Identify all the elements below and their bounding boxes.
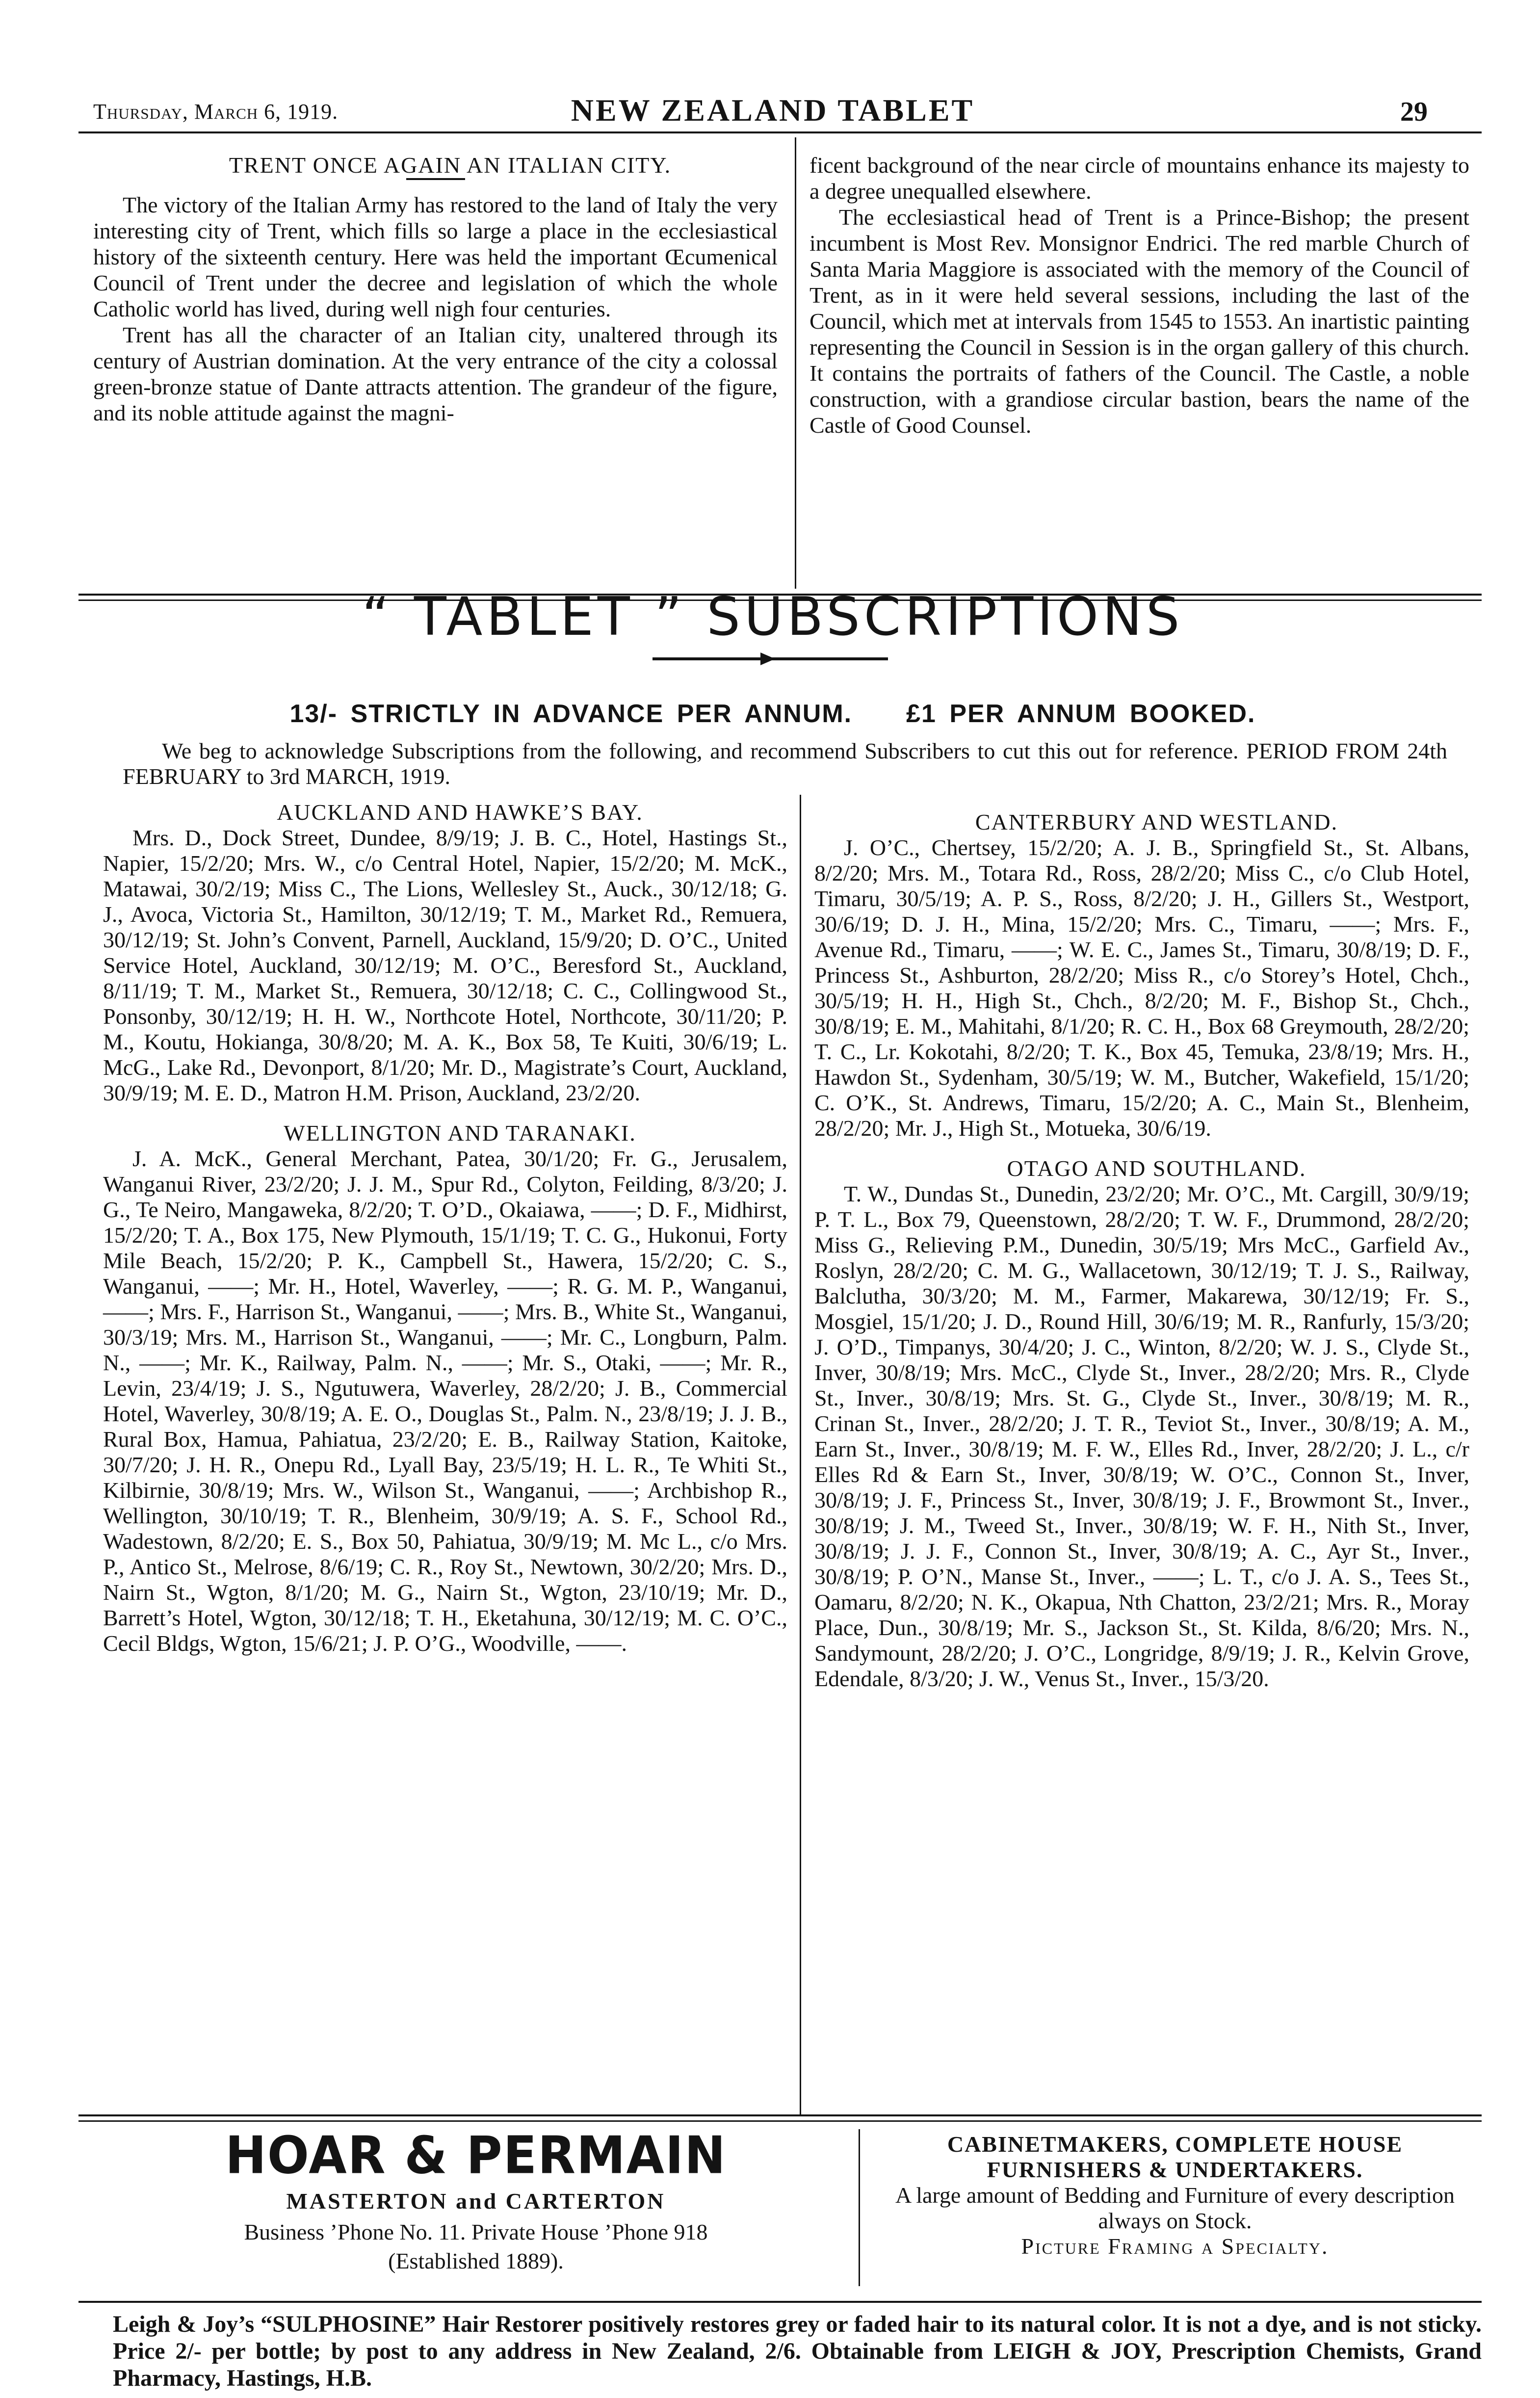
newspaper-page — [74, 74, 1482, 2391]
header-date: Thursday, March 6, 1919. — [93, 100, 339, 124]
region-list-otago: T. W., Dundas St., Dunedin, 23/2/20; Mr. O’C., Mt. Cargill, 30/9/19; P. T. L., Box 79, Queenstown, 28/2/20; T. W. F., Drummond, 28/2/20; Miss G., Relieving P.M., Dunedin, 30/5/19; Mrs McC., Garfield Av., Roslyn, 28/2/20; C. M. G., Wallacetown, 30/12/19; T. J. S., Railway, Balclutha, 30/3/20; M. M., Farmer, Makarewa, 30/12/19; Fr. S., Mosgiel, 15/1/20; J. D., Round Hill, 30/6/19; M. R., Ranfurly, 15/3/20; J. O’D., Timpanys, 30/4/20; J. C., Winton, 8/2/20; W. J. S., Clyde St., Inver, 30/8/19; Mrs. McC., Clyde St., Inver., 28/2/20; Mrs. R., Clyde St., Inver., 30/8/19; Mrs. St. G., Clyde St., Inver., 30/8/19; M. R., Crinan St., Inver., 28/2/20; J. T. R., Teviot St., Inver., 30/8/19; A. M., Earn St., Inver., 30/8/19; M. F. W., Elles Rd., Inver, 28/2/20; J. L., c/r Elles Rd & Earn St., Inver, 30/8/19; W. O’C., Connon St., Inver, 30/8/19; J. F., Princess St., Inver, 30/8/19; J. F., Browmont St., Inver., 30/8/19; J. M., Tweed St., Inver., 30/8/19; W. F. H., Nith St., Inver, 30/8/19; J. J. F., Connon St., Inver, 30/8/19; A. C., Ayr St., Inver., 30/8/19; P. O’N., Manse St., Inver., ——; L. T., c/o J. A. S., Tees St., Oamaru, 8/2/20; N. K., Okapua, Nth Chatton, 23/2/21; Mrs. R., Moray Place, Dun., 30/8/19; Mr. S., Jackson St., St. Kilda, 8/6/20; Mrs. N., Sandymount, 28/2/20; J. O’C., Longridge, 8/9/19; J. R., Kelvin Grove, Edendale, 8/3/20; J. W., Venus St., Inver., 15/3/20. — [814, 1181, 1469, 1691]
hoar-name: HOAR & PERMAIN — [225, 2125, 727, 2186]
region-list-wellington: J. A. McK., General Merchant, Patea, 30/1/20; Fr. G., Jerusalem, Wanganui River, 23/2/20; J. J. M., Spur Rd., Colyton, Feilding, 8/3/20; J. G., Te Neiro, Mangaweka, 8/2/20; T. O’D., Okaiawa, ——; D. F., Midhirst, 15/2/20; T. A., Box 175, New Plymouth, 15/1/19; T. C. G., Hukonui, Forty Mile Beach, 15/2/20; P. K., Campbell St., Hawera, 15/2/20; C. S., Wanganui, ——; Mr. H., Hotel, Waverley, ——; R. G. M. P., Wanganui, ——; Mrs. F., Harrison St., Wanganui, ——; Mrs. B., White St., Wanganui, 30/3/19; Mrs. M., Harrison St., Wanganui, ——; Mr. C., Longburn, Palm. N., ——; Mr. K., Railway, Palm. N., ——; Mr. S., Otaki, ——; Mr. R., Levin, 23/4/19; J. S., Ngutuwera, Waverley, 28/2/20; J. B., Commercial Hotel, Waverley, 30/8/19; A. E. O., Douglas St., Palm. N., 23/8/19; J. J. B., Rural Box, Hamua, Pahiatua, 23/2/20; E. B., Railway Station, Kaitoke, 30/7/20; J. H. R., Onepu Rd., Lyall Bay, 23/5/19; H. L. R., Te Whiti St., Kilbirnie, 30/8/19; Mrs. W., Wilson St., Wanganui, ——; Archbishop R., Wellington, 30/10/19; T. R., Blenheim, 30/9/19; A. S. F., School Rd., Wadestown, 8/2/20; E. S., Box 50, Pahiatua, 30/9/19; M. Mc L., c/o Mrs. P., Antico St., Melrose, 8/6/19; C. R., Roy St., Newtown, 30/2/20; Mrs. D., Nairn St., Wgton, 8/1/20; M. G., Nairn St., Wgton, 23/10/19; Mr. D., Barrett’s Hotel, Wgton, 30/12/18; T. H., Eketahuna, 30/12/19; M. C. O’C., Cecil Bldgs, Wgton, 15/6/21; J. P. O’G., Woodville, ——. — [103, 1146, 787, 1656]
cab-heading-2: FURNISHERS & UNDERTAKERS. — [987, 2157, 1363, 2182]
cab-heading-1: CABINETMAKERS, COMPLETE HOUSE — [947, 2132, 1403, 2157]
hoar-established: (Established 1889). — [388, 2248, 564, 2273]
subscription-terms — [74, 699, 1472, 729]
cab-body: A large amount of Bedding and Furniture of every description always on Stock. — [895, 2183, 1455, 2233]
hoar-permain-advert — [113, 2127, 839, 2274]
region-heading-otago: OTAGO AND SOUTHLAND. — [1007, 1156, 1306, 1181]
article-right-column — [809, 152, 1469, 438]
article-paragraph: The ecclesiastical head of Trent is a Prince-Bishop; the present incumbent is Most Rev. Monsignor Endrici. The red marble Church of Santa Maria Maggiore is associated with the memory of the Council of Trent, as in it were held several sessions, including the last of the Council, which met at intervals from 1545 to 1553. An inartistic painting representing the Council in Session is in the organ gallery of this church. It contains the portraits of fathers of the Council. The Castle, a noble construction, with a grandiose circular bastion, bears the name of the Castle of Good Counsel. — [809, 205, 1469, 438]
article-heading: TRENT ONCE AGAIN AN ITALIAN CITY. — [229, 153, 672, 178]
article-left-column — [93, 152, 778, 426]
page-header — [74, 88, 1472, 132]
subscriptions-column-divider — [800, 795, 801, 2114]
region-list-auckland: Mrs. D., Dock Street, Dundee, 8/9/19; J. B. C., Hotel, Hastings St., Napier, 15/2/20; Mrs. W., c/o Central Hotel, Napier, 15/2/20; M. McK., Matawai, 30/2/19; Miss C., The Lions, Wellesley St., Auck., 30/12/18; G. J., Avoca, Victoria St., Hamilton, 30/12/19; T. M., Market Rd., Remuera, 30/12/19; St. John’s Convent, Parnell, Auckland, 15/9/20; D. O’C., United Service Hotel, Auckland, 30/12/19; M. O’C., Beresford St., Auckland, 8/11/19; T. M., Market St., Remuera, 30/12/18; C. C., Collingwood St., Ponsonby, 30/12/19; H. H. W., Northcote Hotel, Northcote, 30/11/20; P. M., Koutu, Hokianga, 30/8/20; M. A. K., Box 58, Te Kuiti, 30/6/19; L. McG., Lake Rd., Devonport, 8/1/20; Mr. D., Magistrate’s Court, Auckland, 30/9/19; M. E. D., Matron H.M. Prison, Auckland, 23/2/20. — [103, 825, 787, 1105]
footer-rule — [78, 2301, 1482, 2303]
cabinetmakers-advert — [868, 2132, 1482, 2259]
subscriptions-left-column — [103, 800, 787, 1656]
ads-double-rule — [78, 2114, 1482, 2122]
sulphosine-advert: Leigh & Joy’s “SULPHOSINE” Hair Restorer positively restores grey or faded hair to its natural color. It is not a dye, and is not sticky. Price 2/- per bottle; by post to any address in New Zealand, 2/6. Obtainable from LEIGH & JOY, Prescription Chemists, Grand Pharmacy, Hastings, H.B. — [113, 2311, 1482, 2391]
region-heading-wellington: WELLINGTON AND TARANAKI. — [284, 1121, 636, 1146]
region-heading-canterbury: CANTERBURY AND WESTLAND. — [975, 809, 1338, 834]
subscriptions-right-column — [814, 809, 1469, 1692]
terms-booked: £1 PER ANNUM BOOKED. — [906, 700, 1256, 728]
header-rule — [78, 131, 1482, 133]
article-continuation: ficent background of the near circle of mountains enhance its majesty to a degree unequalled elsewhere. — [809, 153, 1469, 204]
subscription-intro — [123, 738, 1447, 789]
region-heading-auckland: AUCKLAND AND HAWKE’S BAY. — [277, 800, 643, 825]
article-heading-rule — [406, 178, 465, 180]
arrow-ornament — [653, 657, 888, 660]
region-list-canterbury: J. O’C., Chertsey, 15/2/20; A. J. B., Springfield St., St. Albans, 8/2/20; Mrs. M., Totara Rd., Ross, 28/2/20; Miss C., c/o Club Hotel, Timaru, 30/5/19; A. P. S., Ross, 8/2/20; J. H., Gillers St., Westport, 30/6/19; D. J. H., Mina, 15/2/20; Mrs. C., Timaru, ——; Mrs. F., Avenue Rd., Timaru, ——; W. E. C., James St., Timaru, 30/8/19; D. F., Princess St., Ashburton, 28/2/20; Miss R., c/o Storey’s Hotel, Chch., 30/5/19; H. H., High St., Chch., 8/2/20; M. F., Bishop St., Chch., 30/8/19; E. M., Mahitahi, 8/1/20; R. C. H., Box 68 Greymouth, 28/2/20; T. C., Lr. Kokotahi, 8/2/20; T. K., Box 45, Temuka, 23/8/19; Mrs. H., Hawdon St., Sydenham, 30/5/19; W. M., Butcher, Wakefield, 15/1/20; C. O’K., St. Andrews, Timaru, 15/2/20; A. C., Main St., Blenheim, 28/2/20; Mr. J., High St., Motueka, 30/6/19. — [814, 835, 1469, 1141]
article-paragraph: The victory of the Italian Army has restored to the land of Italy the very interesting city of Trent, which fills so large a place in the ecclesiastical history of the sixteenth century. Here was held the important Œcumenical Council of Trent under the decree and legislation of which the whole Catholic world has lived, during well nigh four centuries. — [93, 192, 778, 321]
terms-advance: 13/- STRICTLY IN ADVANCE PER ANNUM. — [289, 700, 853, 728]
cab-specialty: Picture Framing a Specialty. — [1021, 2234, 1329, 2259]
subscriptions-title: “ TABLET ” SUBSCRIPTIONS — [362, 586, 1184, 648]
hoar-location: MASTERTON and CARTERTON — [286, 2189, 666, 2214]
ads-divider — [859, 2129, 860, 2286]
article-paragraph: Trent has all the character of an Italian city, unaltered through its century of Austrian domination. At the very entrance of the city a colossal green-bronze statue of Dante attracts attention. The grandeur of the figure, and its noble attitude against the magni- — [93, 322, 778, 425]
intro-text: We beg to acknowledge Subscriptions from the following, and recommend Subscribers to cut this out for reference. PERIOD FROM 24th FEBRUARY to 3rd MARCH, 1919. — [123, 738, 1447, 789]
hoar-phones: Business ’Phone No. 11. Private House ’Phone 918 — [244, 2219, 708, 2244]
masthead-title: NEW ZEALAND TABLET — [571, 93, 975, 128]
article-column-divider — [795, 137, 796, 589]
page-number: 29 — [1400, 97, 1428, 127]
